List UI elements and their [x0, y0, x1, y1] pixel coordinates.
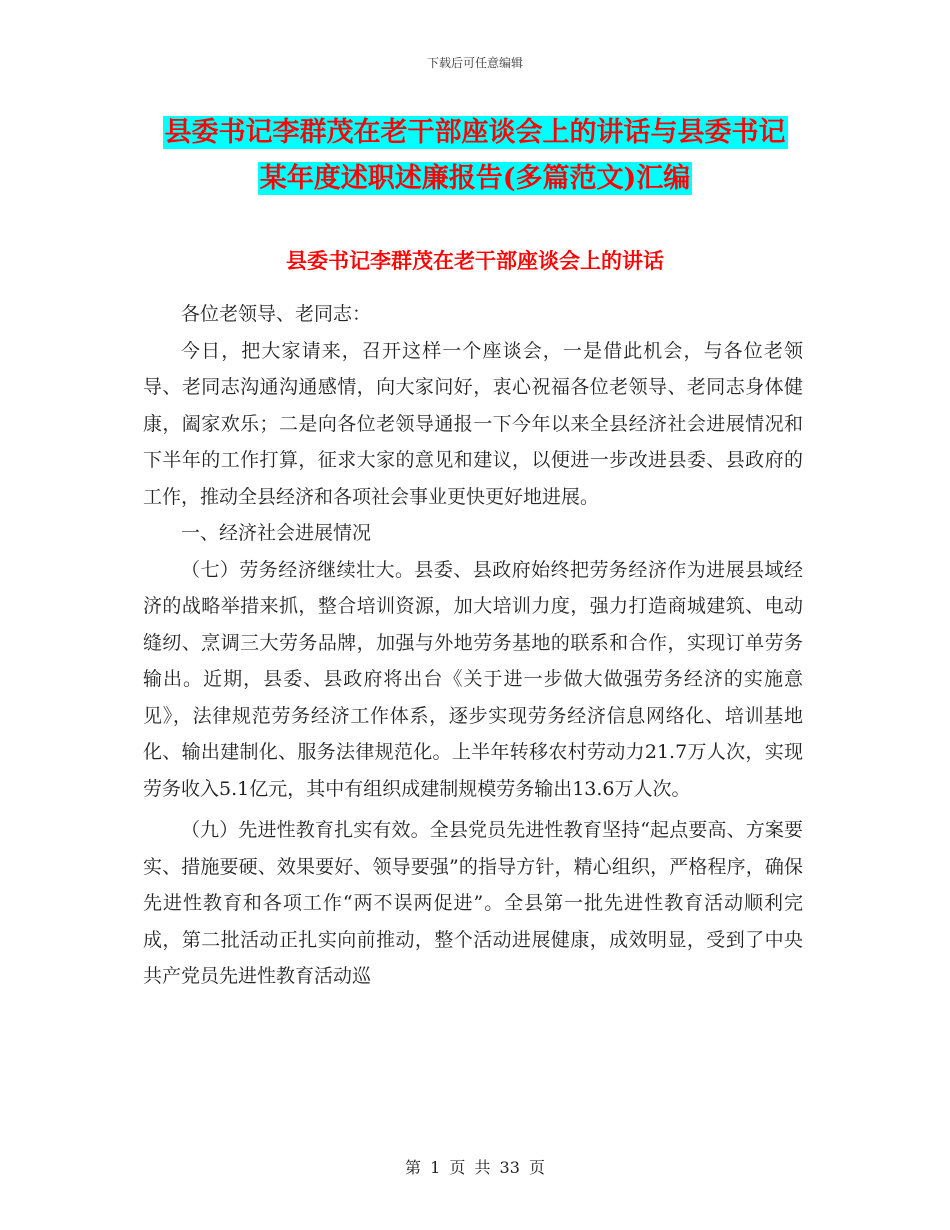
salutation-paragraph: 各位老领导、老同志： — [181, 303, 372, 325]
intro-paragraph: 今日，把大家请来，召开这样一个座谈会，一是借此机会，与各位老领导、老同志沟通沟通感情，向大家问好，衷心祝福各位老领导、老同志身体健康，阖家欢乐；二是向各位老领导通报一下今年以来全县经济社会进展情况和下半年的工作打算，征求大家的意见和建议，以便进一步改进县委、县政府的工作，推动全县经济和各项社会事业更快更好地进展。 — [143, 339, 803, 508]
section-title: 县委书记李群茂在老干部座谈会上的讲话 — [286, 248, 664, 273]
document-body — [143, 296, 803, 995]
header-note: 下载后可任意编辑 — [426, 56, 523, 70]
labor-economy-paragraph: （七）劳务经济继续壮大。县委、县政府始终把劳务经济作为进展县域经济的战略举措来抓，整合培训资源，加大培训力度，强力打造商城建筑、电动缝纫、烹调三大劳务品牌，加强与外地劳务基地的联系和合作，实现订单劳务输出。近期，县委、县政府将出台《关于进一步做大做强劳务经济的实施意见》，法律规范劳务经济工作体系，逐步实现劳务经济信息网络化、培训基地化、输出建制化、服务法律规范化。上半年转移农村劳动力21.7万人次，实现劳务收入5.1亿元，其中有组织成建制规模劳务输出13.6万人次。 — [143, 558, 803, 800]
page-indicator: 第 1 页 共 33 页 — [405, 1158, 545, 1177]
section-heading-paragraph: 一、经济社会进展情况 — [181, 522, 372, 544]
document-title-line-1: 县委书记李群茂在老干部座谈会上的讲话与县委书记 — [164, 117, 786, 148]
document-title — [150, 110, 800, 202]
document-title-line-2: 某年度述职述廉报告(多篇范文)汇编 — [259, 163, 691, 194]
advanced-education-paragraph: （九）先进性教育扎实有效。全县党员先进性教育坚持“起点要高、方案要实、措施要硬、效果要好、领导要强”的指导方针，精心组织，严格程序，确保先进性教育和各项工作“两不误两促进”。全县第一批先进性教育活动顺利完成，第二批活动正扎实向前推动，整个活动进展健康，成效明显，受到了中央共产党员先进性教育活动巡 — [143, 819, 803, 987]
